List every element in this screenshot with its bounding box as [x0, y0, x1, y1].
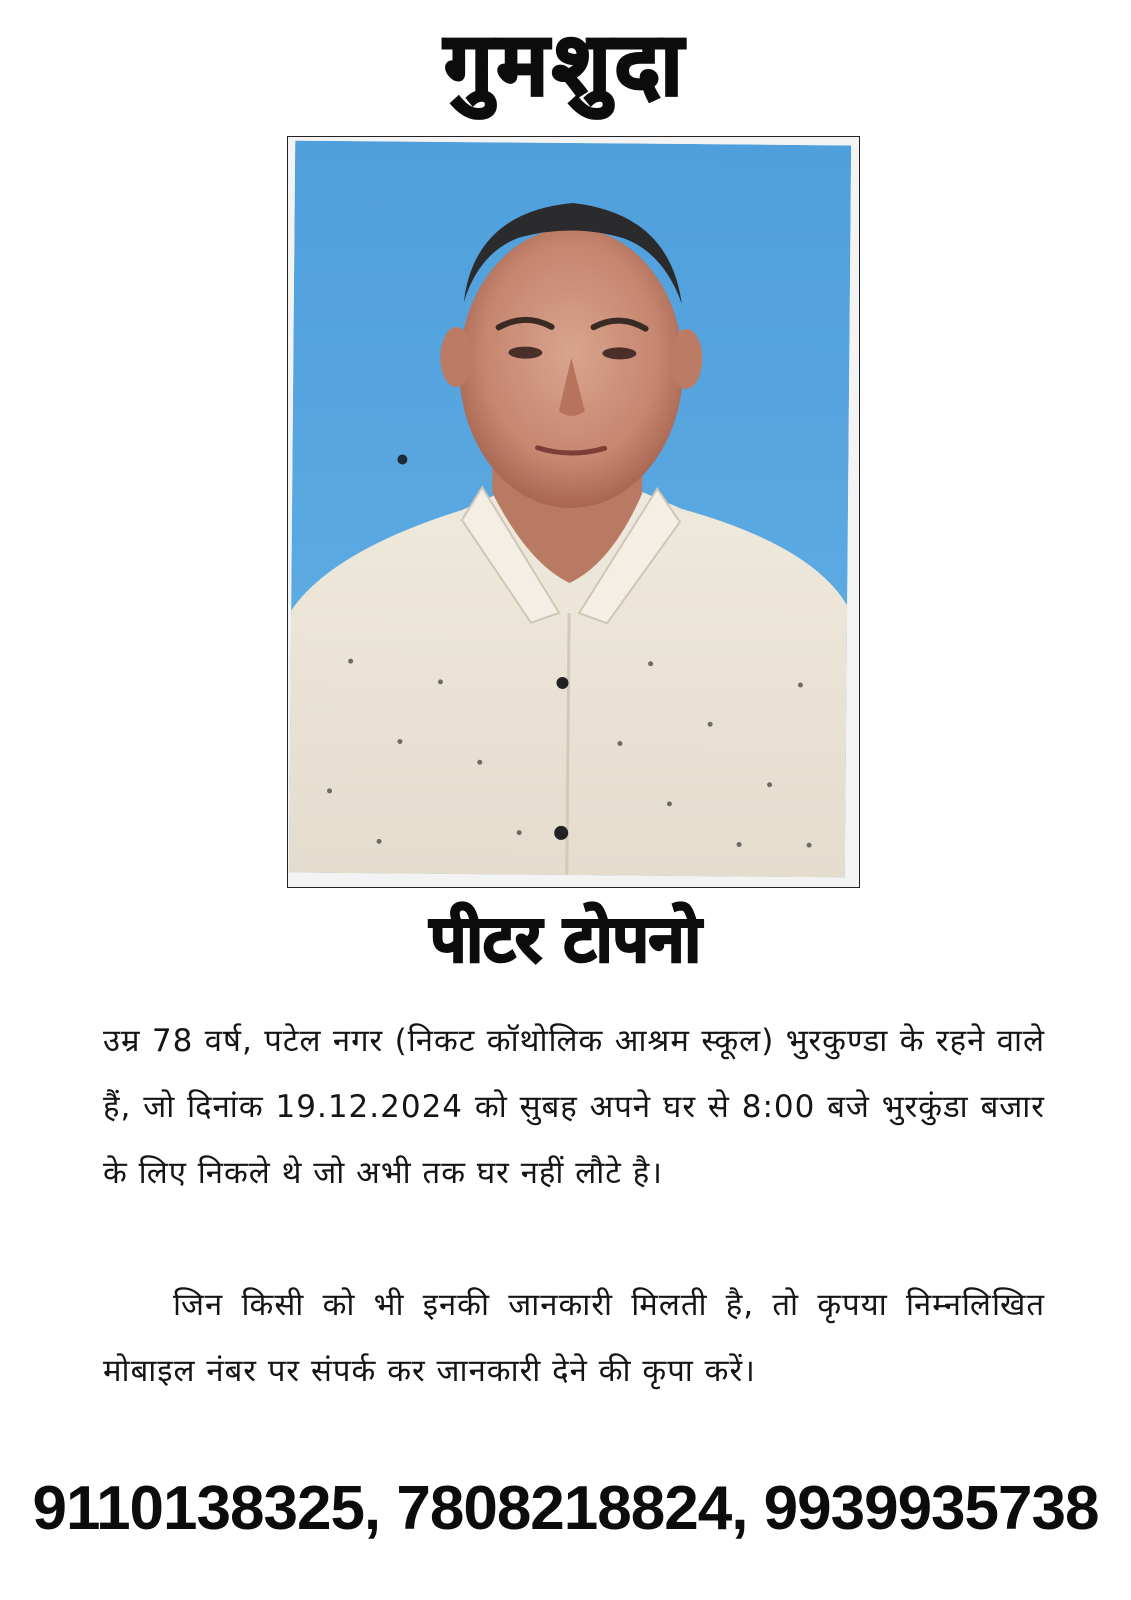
description-paragraph: उम्र 78 वर्ष, पटेल नगर (निकट कॉथोलिक आश्रम स्कूल) भुरकुण्डा के रहने वाले हैं, जो दिनांक 19.12.2024 को सुबह अपने घर से 8:00 बजे भुरकुंडा बजार के लिए निकले थे जो अभी तक घर नहीं लौटे है। — [103, 1023, 1045, 1191]
appeal-paragraph: जिन किसी को भी इनकी जानकारी मिलती है, तो कृपया निम्नलिखित मोबाइल नंबर पर संपर्क कर जानकारी देने की कृपा करें। — [103, 1287, 1045, 1389]
person-name: पीटर टोपनो — [430, 903, 701, 977]
photo-frame — [287, 136, 860, 888]
poster-heading: गुमशुदा — [444, 15, 687, 115]
contact-phone-numbers: 9110138325, 7808218824, 9939935738 — [32, 1474, 1099, 1543]
person-photo — [289, 141, 851, 878]
